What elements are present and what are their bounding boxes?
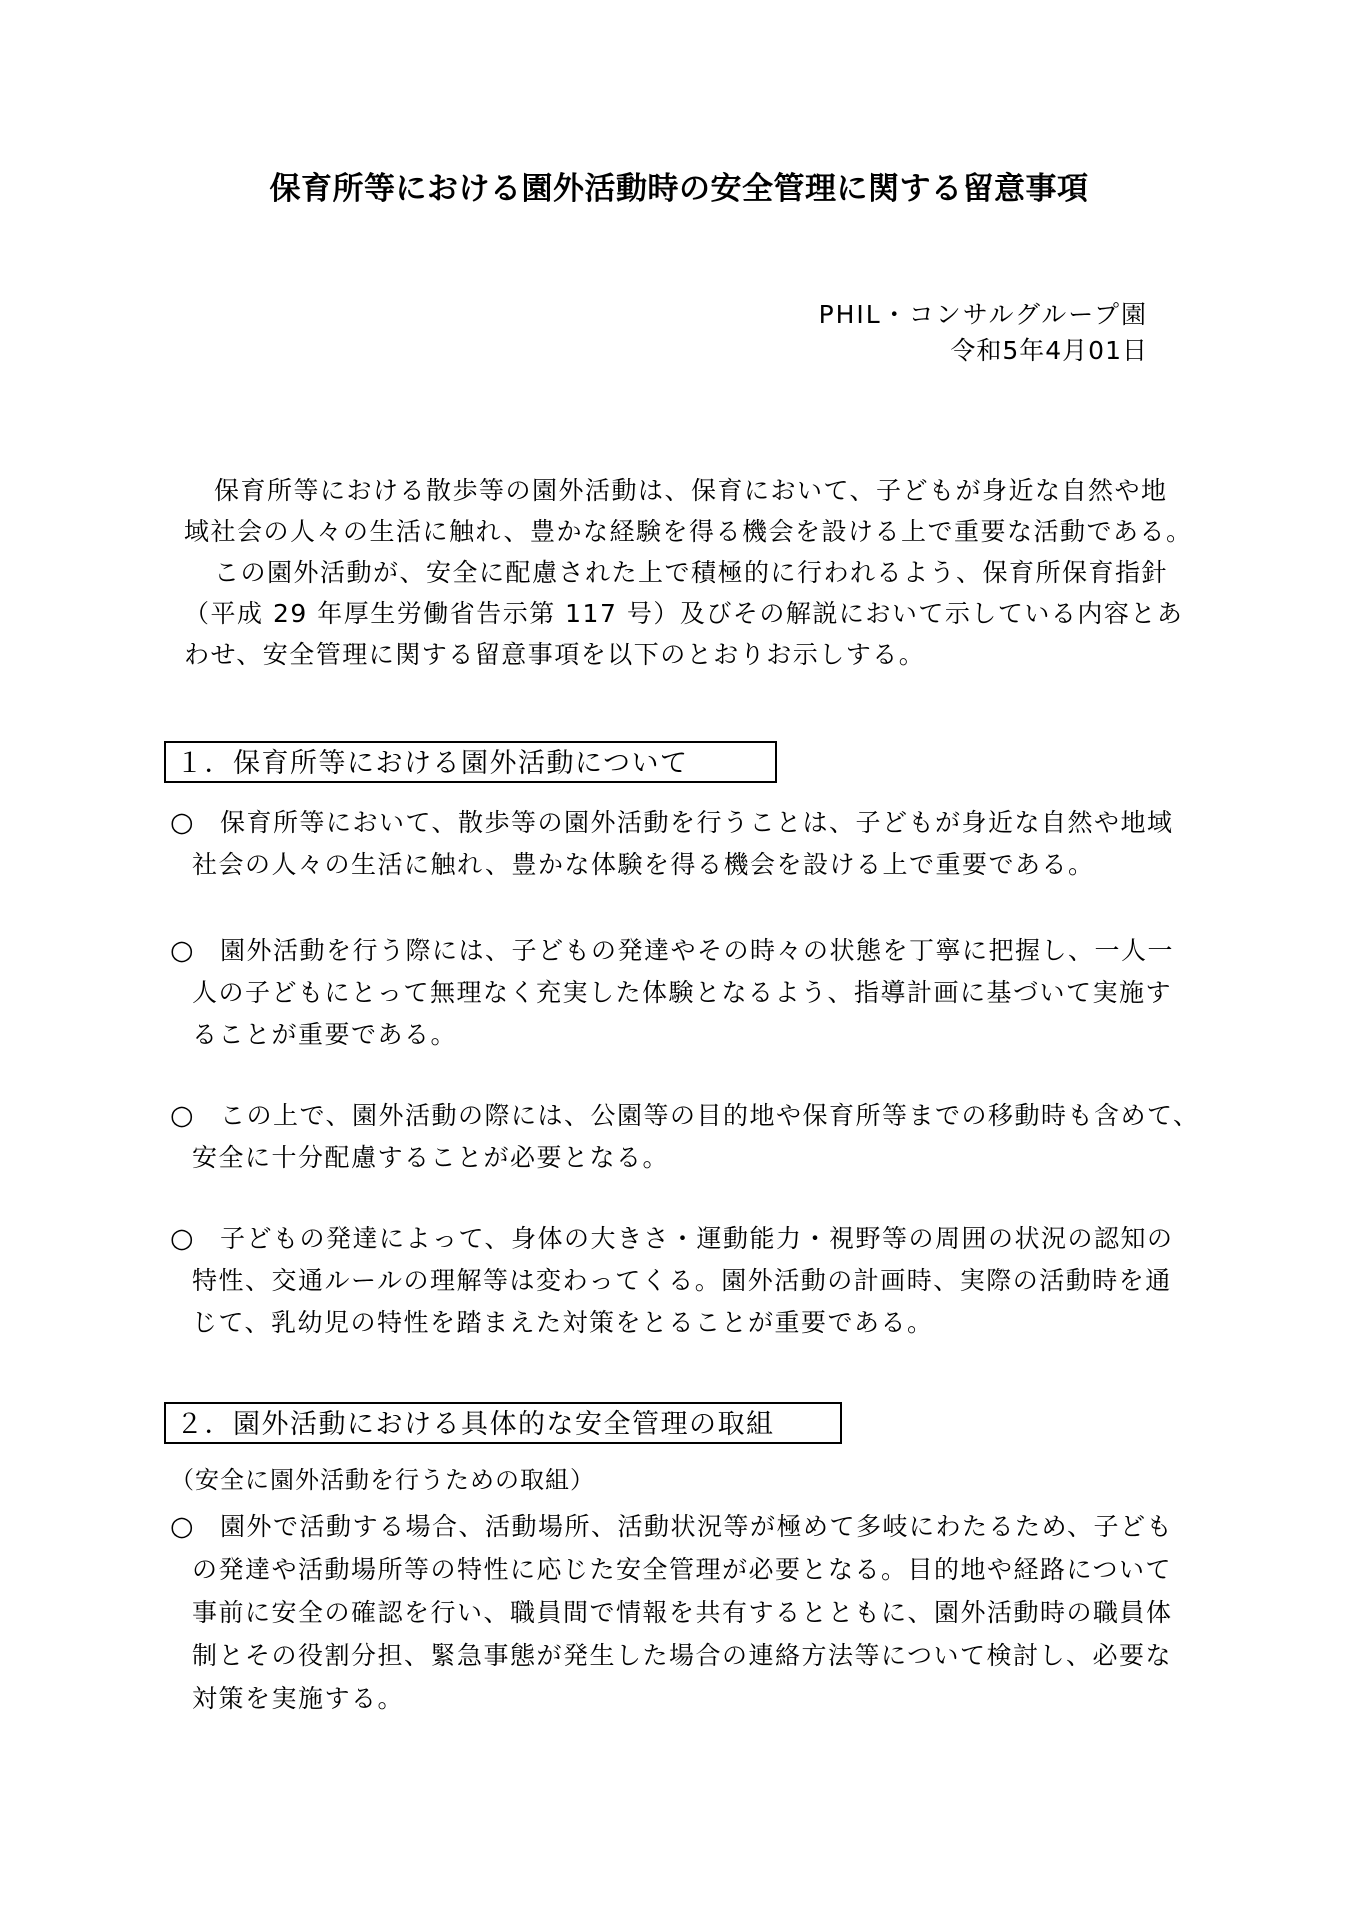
organization-name: PHIL・コンサルグループ園 bbox=[818, 300, 1148, 329]
item-text: 対策を実施する。 bbox=[192, 1684, 405, 1713]
bullet-icon: ○ bbox=[170, 807, 196, 838]
intro-line: 域社会の人々の生活に触れ、豊かな経験を得る機会を設ける上で重要な活動である。 bbox=[184, 517, 1193, 546]
item-text: 事前に安全の確認を行い、職員間で情報を共有するとともに、園外活動時の職員体 bbox=[192, 1598, 1173, 1627]
item-text: じて、乳幼児の特性を踏まえた対策をとることが重要である。 bbox=[192, 1308, 934, 1337]
section1-item-1 bbox=[170, 802, 1210, 886]
item-text: の発達や活動場所等の特性に応じた安全管理が必要となる。目的地や経路について bbox=[192, 1555, 1173, 1584]
item-text: ることが重要である。 bbox=[192, 1020, 458, 1049]
bullet-icon: ○ bbox=[170, 935, 196, 966]
item-text: 保育所等において、散歩等の園外活動を行うことは、子どもが身近な自然や地域 bbox=[220, 808, 1174, 837]
intro-line: この園外活動が、安全に配慮された上で積極的に行われるよう、保育所保育指針 bbox=[214, 558, 1169, 587]
intro-paragraph bbox=[170, 470, 1210, 675]
section2-subheading: （安全に園外活動を行うための取組） bbox=[170, 1466, 595, 1494]
bullet-icon: ○ bbox=[170, 1100, 196, 1131]
intro-line: （平成 29 年厚生労働省告示第 117 号）及びその解説において示している内容とあ bbox=[184, 599, 1184, 628]
item-text: この上で、園外活動の際には、公園等の目的地や保育所等までの移動時も含めて、 bbox=[220, 1101, 1200, 1130]
bullet-icon: ○ bbox=[170, 1223, 196, 1254]
section2-item-1 bbox=[170, 1505, 1210, 1720]
item-text: 制とその役割分担、緊急事態が発生した場合の連絡方法等について検討し、必要な bbox=[192, 1641, 1173, 1670]
section1-item-4 bbox=[170, 1218, 1210, 1344]
section1-item-2 bbox=[170, 930, 1210, 1056]
section2-heading: ２．園外活動における具体的な安全管理の取組 bbox=[164, 1402, 842, 1444]
item-text: 子どもの発達によって、身体の大きさ・運動能力・視野等の周囲の状況の認知の bbox=[220, 1224, 1174, 1253]
document-date: 令和5年4月01日 bbox=[950, 336, 1148, 365]
intro-line: 保育所等における散歩等の園外活動は、保育において、子どもが身近な自然や地 bbox=[214, 476, 1168, 505]
intro-line: わせ、安全管理に関する留意事項を以下のとおりお示しする。 bbox=[184, 640, 926, 669]
section1-heading: １．保育所等における園外活動について bbox=[164, 741, 777, 783]
bullet-icon: ○ bbox=[170, 1511, 196, 1542]
item-text: 安全に十分配慮することが必要となる。 bbox=[192, 1143, 670, 1172]
item-text: 園外活動を行う際には、子どもの発達やその時々の状態を丁寧に把握し、一人一 bbox=[220, 936, 1175, 965]
item-text: 特性、交通ルールの理解等は変わってくる。園外活動の計画時、実際の活動時を通 bbox=[192, 1266, 1172, 1295]
item-text: 人の子どもにとって無理なく充実した体験となるよう、指導計画に基づいて実施す bbox=[192, 978, 1173, 1007]
section1-item-3 bbox=[170, 1095, 1210, 1179]
document-title: 保育所等における園外活動時の安全管理に関する留意事項 bbox=[269, 171, 1089, 207]
item-text: 社会の人々の生活に触れ、豊かな体験を得る機会を設ける上で重要である。 bbox=[192, 850, 1095, 879]
item-text: 園外で活動する場合、活動場所、活動状況等が極めて多岐にわたるため、子ども bbox=[220, 1512, 1174, 1541]
